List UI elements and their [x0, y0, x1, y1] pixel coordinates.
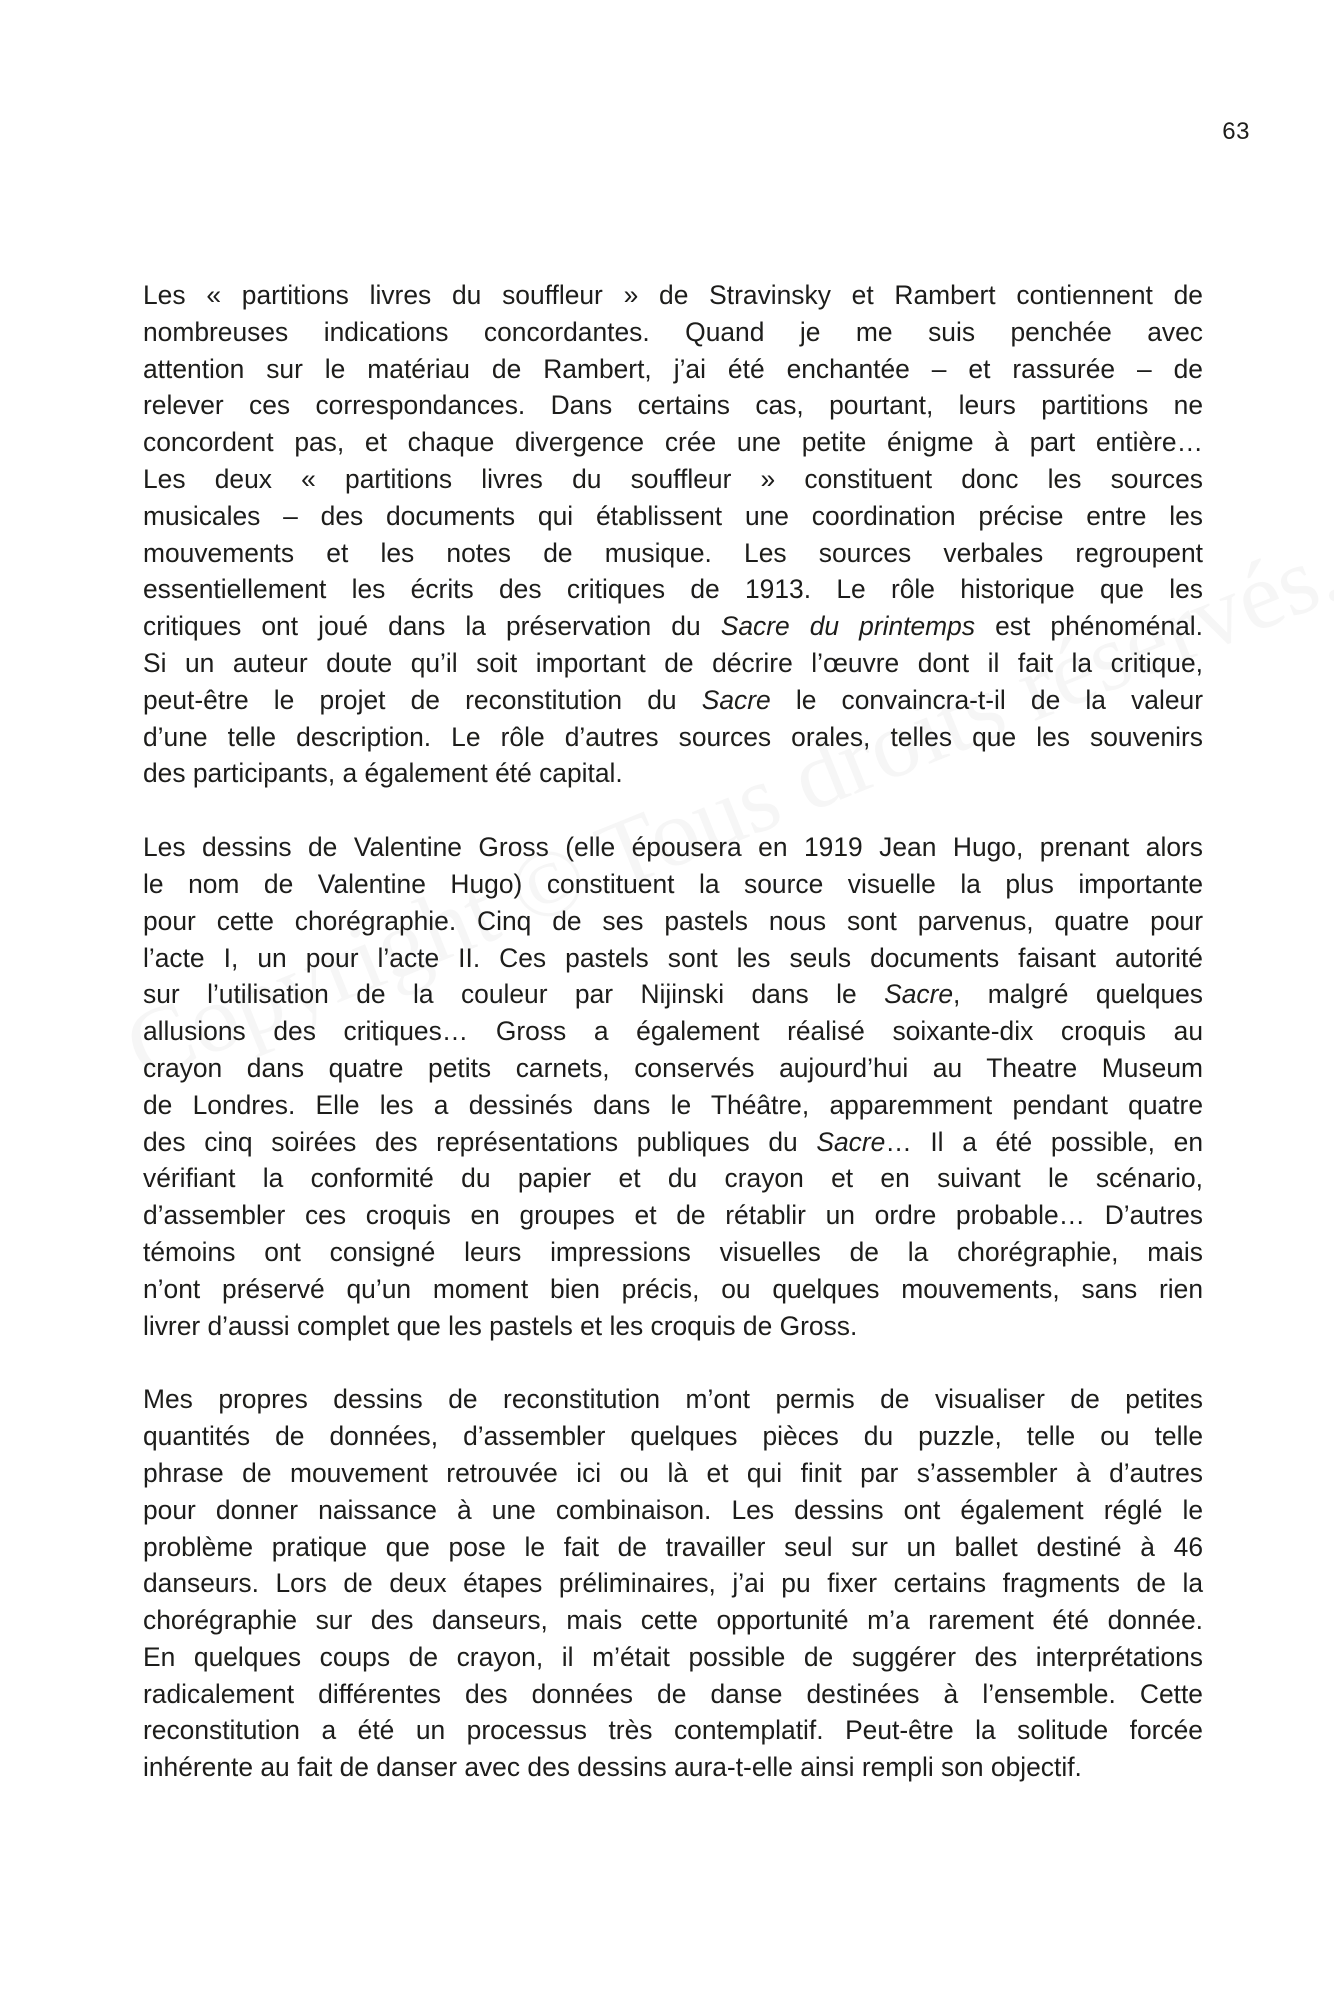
text-line: [143, 1455, 1203, 1492]
text-line: [143, 1676, 1203, 1713]
text-segment: livrer d’aussi complet que les pastels et les croquis de Gross.: [143, 1310, 858, 1341]
text-line: [143, 1418, 1203, 1455]
text-segment: d’assembler ces croquis en groupes et de rétablir un ordre probable… D’autres: [143, 1200, 1203, 1231]
text-line: [143, 608, 1203, 645]
text-segment: … Il a été possible, en: [885, 1126, 1203, 1157]
text-line: [143, 535, 1203, 572]
italic-title: Sacre: [816, 1126, 886, 1157]
text-segment: l’acte I, un pour l’acte II. Ces pastels sont les seuls documents faisant autorité: [143, 942, 1203, 973]
text-segment: attention sur le matériau de Rambert, j’ai été enchantée – et rassurée – de: [143, 353, 1203, 384]
text-line: [143, 940, 1203, 977]
text-segment: musicales – des documents qui établissent une coordination précise entre les: [143, 500, 1203, 531]
text-segment: , malgré quelques: [953, 979, 1203, 1010]
text-line: [143, 1197, 1203, 1234]
text-segment: inhérente au fait de danser avec des dessins aura-t-elle ainsi rempli son objectif.: [143, 1752, 1082, 1783]
paragraph-2: [143, 829, 1203, 1344]
text-line: [143, 498, 1203, 535]
text-segment: concordent pas, et chaque divergence crée une petite énigme à part entière…: [143, 427, 1203, 458]
paragraph-1: [143, 277, 1203, 792]
text-segment: nombreuses indications concordantes. Quand je me suis penchée avec: [143, 316, 1203, 347]
text-line: [143, 277, 1203, 314]
text-segment: le convaincra-t-il de la valeur: [770, 684, 1203, 715]
text-segment: reconstitution a été un processus très contemplatif. Peut-être la solitude forcée: [143, 1715, 1203, 1746]
text-line: [143, 424, 1203, 461]
text-segment: problème pratique que pose le fait de travailler seul sur un ballet destiné à 46: [143, 1531, 1203, 1562]
text-segment: Mes propres dessins de reconstitution m’ont permis de visualiser de petites: [143, 1384, 1203, 1415]
text-segment: n’ont préservé qu’un moment bien précis, ou quelques mouvements, sans rien: [143, 1273, 1203, 1304]
text-segment: témoins ont consigné leurs impressions visuelles de la chorégraphie, mais: [143, 1236, 1203, 1267]
text-line: [143, 903, 1203, 940]
text-line: [143, 1234, 1203, 1271]
italic-title: Sacre: [701, 684, 771, 715]
text-line: [143, 351, 1203, 388]
text-line: [143, 1639, 1203, 1676]
text-segment: Si un auteur doute qu’il soit important de décrire l’œuvre dont il fait la critique,: [143, 647, 1203, 678]
text-segment: En quelques coups de crayon, il m’était possible de suggérer des interprétations: [143, 1641, 1203, 1672]
text-line: [143, 719, 1203, 756]
text-segment: Les « partitions livres du souffleur » de Stravinsky et Rambert contiennent de: [143, 280, 1203, 310]
text-segment: relever ces correspondances. Dans certains cas, pourtant, leurs partitions ne: [143, 390, 1203, 421]
text-line: [143, 829, 1203, 866]
text-line: [143, 387, 1203, 424]
text-segment: pour donner naissance à une combinaison. Les dessins ont également réglé le: [143, 1494, 1203, 1525]
text-segment: pour cette chorégraphie. Cinq de ses pastels nous sont parvenus, quatre pour: [143, 905, 1203, 936]
text-line: [143, 1308, 1203, 1345]
text-line: [143, 461, 1203, 498]
text-line: [143, 1712, 1203, 1749]
paragraph-3: [143, 1381, 1203, 1786]
text-segment: phrase de mouvement retrouvée ici ou là et qui finit par s’assembler à d’autres: [143, 1457, 1203, 1488]
text-line: [143, 976, 1203, 1013]
text-segment: Les deux « partitions livres du souffleur » constituent donc les sources: [143, 463, 1203, 494]
text-line: [143, 1013, 1203, 1050]
text-segment: est phénoménal.: [975, 611, 1203, 642]
text-segment: crayon dans quatre petits carnets, conservés aujourd’hui au Theatre Museum: [143, 1052, 1203, 1083]
text-segment: vérifiant la conformité du papier et du crayon et en suivant le scénario,: [143, 1163, 1203, 1194]
text-line: [143, 1492, 1203, 1529]
text-line: [143, 1529, 1203, 1566]
page-number: 63: [1222, 118, 1250, 145]
text-line: [143, 1160, 1203, 1197]
text-segment: sur l’utilisation de la couleur par Nijinski dans le: [143, 979, 885, 1010]
text-line: [143, 571, 1203, 608]
text-line: [143, 1050, 1203, 1087]
text-segment: peut-être le projet de reconstitution du: [143, 684, 702, 715]
text-line: [143, 866, 1203, 903]
text-segment: de Londres. Elle les a dessinés dans le Théâtre, apparemment pendant quatre: [143, 1089, 1203, 1120]
italic-title: Sacre du printemps: [720, 611, 976, 642]
text-line: [143, 682, 1203, 719]
text-segment: mouvements et les notes de musique. Les sources verbales regroupent: [143, 537, 1203, 568]
text-line: [143, 1381, 1203, 1418]
text-segment: Les dessins de Valentine Gross (elle épousera en 1919 Jean Hugo, prenant alors: [143, 832, 1203, 863]
text-line: [143, 1565, 1203, 1602]
text-segment: d’une telle description. Le rôle d’autres sources orales, telles que les souvenirs: [143, 721, 1203, 752]
text-segment: quantités de données, d’assembler quelques pièces du puzzle, telle ou telle: [143, 1421, 1203, 1452]
text-segment: allusions des critiques… Gross a également réalisé soixante-dix croquis au: [143, 1016, 1203, 1047]
text-segment: critiques ont joué dans la préservation du: [143, 611, 721, 642]
text-segment: des cinq soirées des représentations publiques du: [143, 1126, 817, 1157]
text-segment: des participants, a également été capital.: [143, 758, 623, 789]
text-line: [143, 1749, 1203, 1786]
text-segment: chorégraphie sur des danseurs, mais cette opportunité m’a rarement été donnée.: [143, 1605, 1203, 1636]
text-line: [143, 755, 1203, 792]
text-segment: radicalement différentes des données de danse destinées à l’ensemble. Cette: [143, 1678, 1203, 1709]
text-line: [143, 1602, 1203, 1639]
italic-title: Sacre: [884, 979, 954, 1010]
text-segment: danseurs. Lors de deux étapes préliminaires, j’ai pu fixer certains fragments de la: [143, 1568, 1203, 1599]
text-line: [143, 645, 1203, 682]
text-line: [143, 1124, 1203, 1161]
text-line: [143, 1087, 1203, 1124]
text-segment: le nom de Valentine Hugo) constituent la source visuelle la plus importante: [143, 868, 1203, 899]
text-line: [143, 314, 1203, 351]
text-line: [143, 1271, 1203, 1308]
text-segment: essentiellement les écrits des critiques de 1913. Le rôle historique que les: [143, 574, 1203, 605]
body-text: [143, 277, 1203, 1823]
